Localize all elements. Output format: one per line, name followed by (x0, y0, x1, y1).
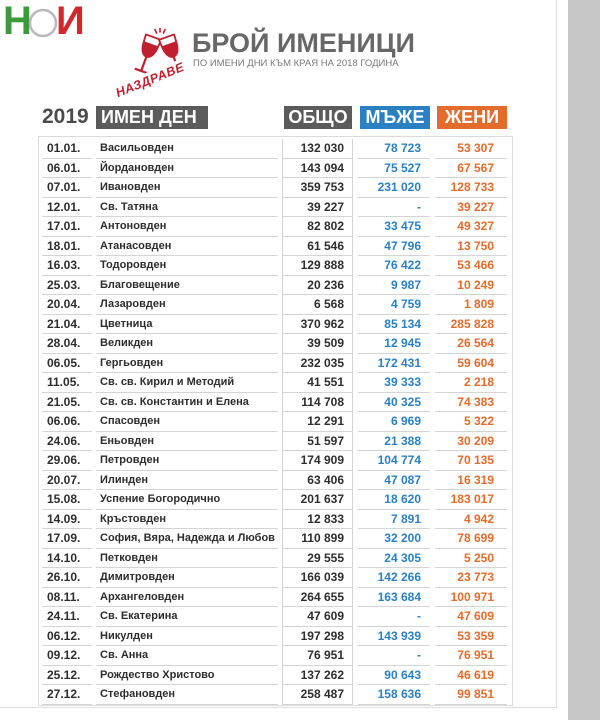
row-female: 46 619 (435, 666, 507, 686)
row-name-day: Св. св. Константин и Елена (96, 393, 278, 413)
header-name-day: ИМЕН ДЕН (96, 106, 208, 129)
table-row (42, 549, 508, 569)
table-row (42, 159, 508, 179)
row-total: 197 298 (282, 627, 353, 647)
logo-letter-n: Н (3, 0, 32, 43)
row-male: 39 333 (358, 373, 430, 393)
row-female: 30 209 (435, 432, 507, 452)
row-name-day: Васильовден (96, 139, 278, 159)
row-male: 6 969 (358, 412, 430, 432)
table-row (42, 510, 508, 530)
row-female: 285 828 (435, 315, 507, 335)
row-female: 128 733 (435, 178, 507, 198)
row-total: 174 909 (282, 451, 353, 471)
row-name-day: Рождество Христово (96, 666, 278, 686)
page-border-bottom (0, 707, 557, 708)
row-name-day: Св. Татяна (96, 198, 278, 218)
row-date: 01.01. (42, 139, 92, 159)
row-date: 21.05. (42, 393, 92, 413)
cheers-label: НАЗДРАВЕ (108, 57, 192, 103)
row-female: 5 250 (435, 549, 507, 569)
row-date: 27.12. (42, 685, 92, 705)
row-date: 28.04. (42, 334, 92, 354)
row-female: 70 135 (435, 451, 507, 471)
row-total: 51 597 (282, 432, 353, 452)
row-date: 21.04. (42, 315, 92, 335)
row-male: 143 939 (358, 627, 430, 647)
row-male: 158 636 (358, 685, 430, 705)
row-male: 21 388 (358, 432, 430, 452)
row-date: 17.01. (42, 217, 92, 237)
row-date: 06.12. (42, 627, 92, 647)
side-strip (568, 0, 600, 720)
row-date: 20.07. (42, 471, 92, 491)
row-male: 76 422 (358, 256, 430, 276)
row-name-day: Стефановден (96, 685, 278, 705)
table-row (42, 588, 508, 608)
row-male: 32 200 (358, 529, 430, 549)
row-male: 47 087 (358, 471, 430, 491)
table-row (42, 373, 508, 393)
row-female: 67 567 (435, 159, 507, 179)
row-female: 16 319 (435, 471, 507, 491)
row-female: 53 359 (435, 627, 507, 647)
row-male: 78 723 (358, 139, 430, 159)
row-female: 4 942 (435, 510, 507, 530)
table-row (42, 334, 508, 354)
row-name-day: Ивановден (96, 178, 278, 198)
header-female: ЖЕНИ (437, 106, 507, 129)
row-date: 24.11. (42, 607, 92, 627)
row-male: 40 325 (358, 393, 430, 413)
table-row (42, 256, 508, 276)
row-female: 74 383 (435, 393, 507, 413)
row-total: 39 509 (282, 334, 353, 354)
site-logo (0, 0, 90, 46)
row-date: 29.06. (42, 451, 92, 471)
row-name-day: Кръстовден (96, 510, 278, 530)
row-total: 114 708 (282, 393, 353, 413)
row-date: 14.09. (42, 510, 92, 530)
row-female: 1 809 (435, 295, 507, 315)
page-border-right (556, 0, 557, 708)
logo-ring-icon (27, 7, 59, 39)
table-row (42, 529, 508, 549)
row-total: 359 753 (282, 178, 353, 198)
table-row (42, 315, 508, 335)
table-row (42, 666, 508, 686)
row-date: 24.06. (42, 432, 92, 452)
row-date: 06.05. (42, 354, 92, 374)
row-name-day: Спасовден (96, 412, 278, 432)
row-name-day: Св. Анна (96, 646, 278, 666)
row-total: 137 262 (282, 666, 353, 686)
table-row (42, 276, 508, 296)
page-title: БРОЙ ИМЕНИЦИ (192, 28, 415, 58)
row-male: 90 643 (358, 666, 430, 686)
row-total: 143 094 (282, 159, 353, 179)
page-subtitle: ПО ИМЕНИ ДНИ КЪМ КРАЯ НА 2018 ГОДИНА (193, 58, 399, 69)
table-row (42, 295, 508, 315)
table-row (42, 393, 508, 413)
table-body (42, 139, 508, 705)
row-female: 23 773 (435, 568, 507, 588)
row-female: 47 609 (435, 607, 507, 627)
row-male: 163 684 (358, 588, 430, 608)
row-female: 39 227 (435, 198, 507, 218)
row-date: 08.11. (42, 588, 92, 608)
table-row (42, 490, 508, 510)
table-row (42, 198, 508, 218)
row-total: 166 039 (282, 568, 353, 588)
row-date: 11.05. (42, 373, 92, 393)
row-male: 7 891 (358, 510, 430, 530)
row-name-day: Тодоровден (96, 256, 278, 276)
row-male: 9 987 (358, 276, 430, 296)
row-name-day: Атанасовден (96, 237, 278, 257)
row-date: 15.08. (42, 490, 92, 510)
row-female: 5 322 (435, 412, 507, 432)
row-name-day: Петковден (96, 549, 278, 569)
row-male: 104 774 (358, 451, 430, 471)
row-male: 12 945 (358, 334, 430, 354)
row-female: 100 971 (435, 588, 507, 608)
table-row (42, 217, 508, 237)
table-row (42, 139, 508, 159)
row-total: 41 551 (282, 373, 353, 393)
row-female: 78 699 (435, 529, 507, 549)
row-name-day: Петровден (96, 451, 278, 471)
row-total: 29 555 (282, 549, 353, 569)
row-name-day: София, Вяра, Надежда и Любов (96, 529, 278, 549)
row-female: 76 951 (435, 646, 507, 666)
logo-letter-i: И (56, 0, 85, 43)
row-date: 06.01. (42, 159, 92, 179)
row-date: 12.01. (42, 198, 92, 218)
row-total: 129 888 (282, 256, 353, 276)
row-male: - (358, 607, 430, 627)
row-female: 26 564 (435, 334, 507, 354)
table-row (42, 646, 508, 666)
row-total: 20 236 (282, 276, 353, 296)
row-total: 82 802 (282, 217, 353, 237)
row-female: 13 750 (435, 237, 507, 257)
row-total: 232 035 (282, 354, 353, 374)
row-male: - (358, 646, 430, 666)
table-row (42, 432, 508, 452)
row-male: 33 475 (358, 217, 430, 237)
table-row (42, 568, 508, 588)
row-female: 10 249 (435, 276, 507, 296)
row-total: 39 227 (282, 198, 353, 218)
row-name-day: Димитровден (96, 568, 278, 588)
row-name-day: Архангеловден (96, 588, 278, 608)
row-total: 370 962 (282, 315, 353, 335)
table-row (42, 451, 508, 471)
row-name-day: Успение Богородично (96, 490, 278, 510)
row-male: 47 796 (358, 237, 430, 257)
row-name-day: Великден (96, 334, 278, 354)
row-total: 264 655 (282, 588, 353, 608)
row-total: 258 487 (282, 685, 353, 705)
row-total: 201 637 (282, 490, 353, 510)
row-male: 75 527 (358, 159, 430, 179)
row-female: 53 307 (435, 139, 507, 159)
row-male: - (358, 198, 430, 218)
row-total: 47 609 (282, 607, 353, 627)
row-female: 53 466 (435, 256, 507, 276)
row-male: 24 305 (358, 549, 430, 569)
row-female: 2 218 (435, 373, 507, 393)
row-male: 142 266 (358, 568, 430, 588)
table-row (42, 471, 508, 491)
header-male: МЪЖЕ (360, 106, 430, 129)
row-total: 76 951 (282, 646, 353, 666)
row-total: 12 291 (282, 412, 353, 432)
row-total: 63 406 (282, 471, 353, 491)
row-male: 172 431 (358, 354, 430, 374)
row-total: 132 030 (282, 139, 353, 159)
row-name-day: Гергьовден (96, 354, 278, 374)
row-date: 18.01. (42, 237, 92, 257)
row-total: 6 568 (282, 295, 353, 315)
row-date: 17.09. (42, 529, 92, 549)
year-label: 2019 (42, 105, 89, 128)
row-female: 49 327 (435, 217, 507, 237)
row-name-day: Св. Екатерина (96, 607, 278, 627)
table-row (42, 607, 508, 627)
row-name-day: Благовещение (96, 276, 278, 296)
row-date: 06.06. (42, 412, 92, 432)
row-date: 07.01. (42, 178, 92, 198)
row-date: 25.12. (42, 666, 92, 686)
table-row (42, 354, 508, 374)
row-name-day: Св. св. Кирил и Методий (96, 373, 278, 393)
row-name-day: Цветница (96, 315, 278, 335)
table-row (42, 178, 508, 198)
row-date: 26.10. (42, 568, 92, 588)
row-name-day: Антоновден (96, 217, 278, 237)
table-row (42, 685, 508, 705)
row-male: 231 020 (358, 178, 430, 198)
row-male: 18 620 (358, 490, 430, 510)
row-female: 99 851 (435, 685, 507, 705)
table-row (42, 627, 508, 647)
row-total: 12 833 (282, 510, 353, 530)
header-total: ОБЩО (284, 106, 352, 129)
row-date: 25.03. (42, 276, 92, 296)
row-date: 16.03. (42, 256, 92, 276)
row-name-day: Илинден (96, 471, 278, 491)
table-row (42, 237, 508, 257)
row-name-day: Никулден (96, 627, 278, 647)
row-date: 09.12. (42, 646, 92, 666)
row-name-day: Лазаровден (96, 295, 278, 315)
row-date: 14.10. (42, 549, 92, 569)
row-male: 4 759 (358, 295, 430, 315)
row-total: 61 546 (282, 237, 353, 257)
row-female: 183 017 (435, 490, 507, 510)
table-row (42, 412, 508, 432)
row-female: 59 604 (435, 354, 507, 374)
row-name-day: Йордановден (96, 159, 278, 179)
row-name-day: Еньовден (96, 432, 278, 452)
row-date: 20.04. (42, 295, 92, 315)
row-total: 110 899 (282, 529, 353, 549)
row-male: 85 134 (358, 315, 430, 335)
